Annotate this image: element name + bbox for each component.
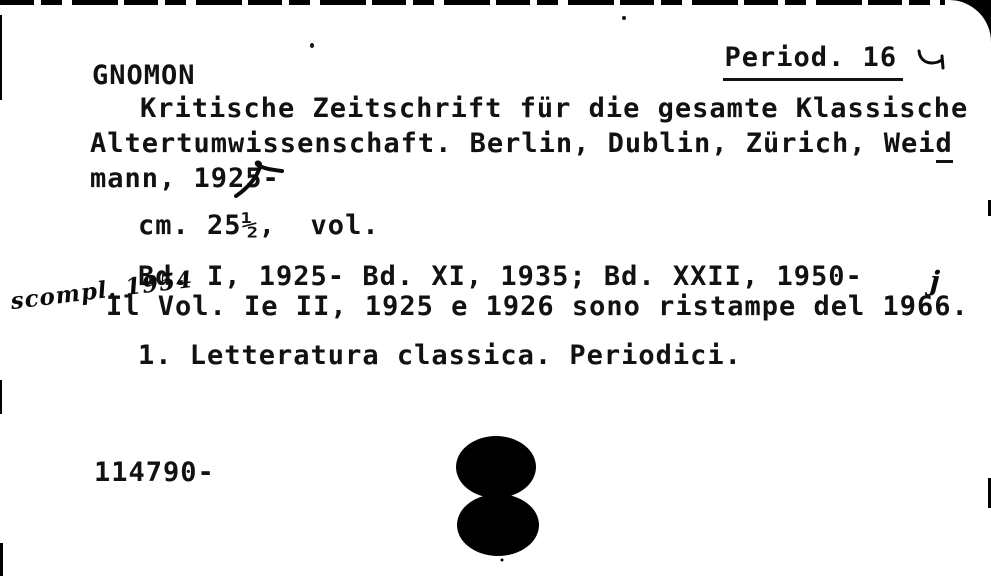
- imprint-line-3: mann, 1925-: [90, 163, 280, 194]
- scan-noise-dot: [622, 16, 626, 20]
- handwritten-note: scompl. 1954: [9, 265, 195, 316]
- holdings-line-1: Bd. I, 1925- Bd. XI, 1935; Bd. XXII, 1950-: [138, 261, 863, 292]
- card-top-right-corner: [945, 0, 991, 102]
- imprint-line-2-text: Altertumwissenschaft. Berlin, Dublin, Zürich, Wei: [90, 128, 936, 159]
- period-heading: [688, 10, 903, 74]
- collation-line: cm. 25½, vol.: [138, 210, 380, 241]
- imprint-line-2-continuation: d: [936, 128, 953, 163]
- period-heading-text: Period. 16: [723, 42, 904, 81]
- accession-number: 114790-: [94, 457, 215, 488]
- card-left-edge-segment: [0, 380, 2, 414]
- imprint-line-2: [90, 128, 953, 160]
- card-title: GNOMON: [92, 60, 196, 91]
- handwritten-hook-mark: [916, 48, 950, 72]
- holdings-line-2: Il Vol. Ie II, 1925 e 1926 sono ristampe del 1966.: [106, 291, 969, 322]
- card-top-edge: [0, 0, 991, 5]
- ink-stamp-blob: [450, 430, 550, 565]
- card-left-edge-segment: [0, 15, 2, 100]
- card-corner-curve: [945, 0, 991, 102]
- imprint-line-1: Kritische Zeitschrift für die gesamte Klassische: [140, 93, 969, 124]
- subject-line: 1. Letteratura classica. Periodici.: [138, 340, 742, 371]
- scan-noise-dot: [310, 43, 314, 48]
- card-left-edge-segment: [0, 543, 3, 576]
- handwritten-date-correction: [234, 158, 286, 202]
- handwritten-j-mark: j: [929, 265, 941, 298]
